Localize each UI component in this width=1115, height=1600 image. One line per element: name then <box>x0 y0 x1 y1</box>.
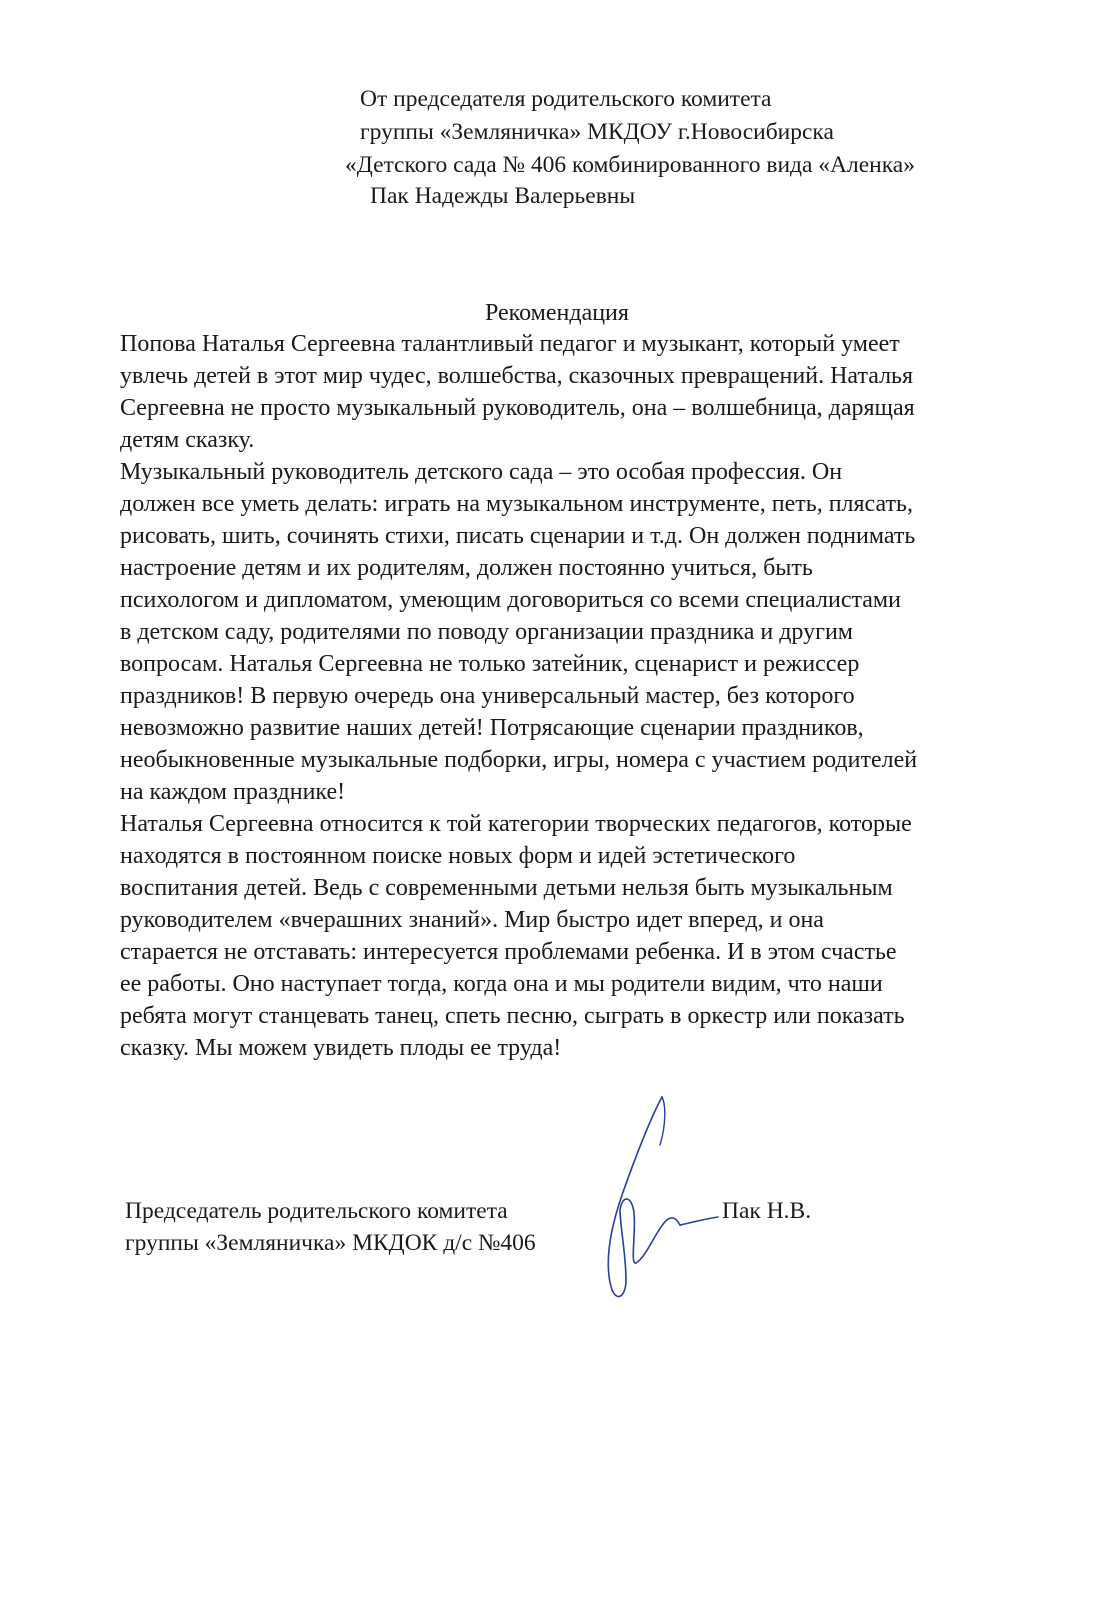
body-line: ее работы. Оно наступает тогда, когда она и мы родители видим, что наши <box>120 971 883 997</box>
body-line: Сергеевна не просто музыкальный руководитель, она – волшебница, дарящая <box>120 395 915 421</box>
body-line: Попова Наталья Сергеевна талантливый педагог и музыкант, который умеет <box>120 331 900 357</box>
body-line: необыкновенные музыкальные подборки, игры, номера с участием родителей <box>120 747 918 773</box>
signature-stroke <box>608 1097 680 1297</box>
body-line: психологом и дипломатом, умеющим договориться со всеми специалистами <box>120 587 901 613</box>
body-line: воспитания детей. Ведь с современными детьми нельзя быть музыкальным <box>120 875 893 901</box>
body-line: детям сказку. <box>120 427 255 453</box>
body-line: рисовать, шить, сочинять стихи, писать сценарии и т.д. Он должен поднимать <box>120 523 916 549</box>
body-line: невозможно развитие наших детей! Потрясающие сценарии праздников, <box>120 715 864 741</box>
header-line-3: «Детского сада № 406 комбинированного вида «Аленка» <box>345 152 915 178</box>
body-line: Наталья Сергеевна относится к той категории творческих педагогов, которые <box>120 811 912 837</box>
body-line: сказку. Мы можем увидеть плоды ее труда! <box>120 1035 562 1061</box>
body-line: старается не отставать: интересуется проблемами ребенка. И в этом счастье <box>120 939 897 965</box>
body-line: должен все уметь делать: играть на музыкальном инструменте, петь, плясать, <box>120 491 913 517</box>
body-line: руководителем «вчерашних знаний». Мир быстро идет вперед, и она <box>120 907 824 933</box>
handwritten-signature <box>600 1095 750 1305</box>
signer-name: Пак Н.В. <box>722 1198 812 1224</box>
body-line: Музыкальный руководитель детского сада – это особая профессия. Он <box>120 459 843 485</box>
body-line: находятся в постоянном поиске новых форм и идей эстетического <box>120 843 796 869</box>
body-line: увлечь детей в этот мир чудес, волшебства, сказочных превращений. Наталья <box>120 363 914 389</box>
header-line-4: Пак Надежды Валерьевны <box>370 183 636 209</box>
signer-role-line-2: группы «Земляничка» МКДОК д/с №406 <box>125 1230 536 1256</box>
document-title: Рекомендация <box>485 300 629 326</box>
signer-role-line-1: Председатель родительского комитета <box>125 1198 508 1224</box>
body-line: вопросам. Наталья Сергеевна не только затейник, сценарист и режиссер <box>120 651 860 677</box>
header-line-1: От председателя родительского комитета <box>360 86 772 112</box>
body-line: ребята могут станцевать танец, спеть песню, сыграть в оркестр или показать <box>120 1003 905 1029</box>
signature-stroke <box>660 1097 665 1145</box>
header-line-2: группы «Земляничка» МКДОУ г.Новосибирска <box>360 119 834 145</box>
body-line: на каждом празднике! <box>120 779 346 805</box>
signature-stroke <box>680 1217 718 1225</box>
body-line: праздников! В первую очередь она универсальный мастер, без которого <box>120 683 855 709</box>
body-line: в детском саду, родителями по поводу организации праздника и другим <box>120 619 853 645</box>
body-line: настроение детям и их родителям, должен постоянно учиться, быть <box>120 555 813 581</box>
